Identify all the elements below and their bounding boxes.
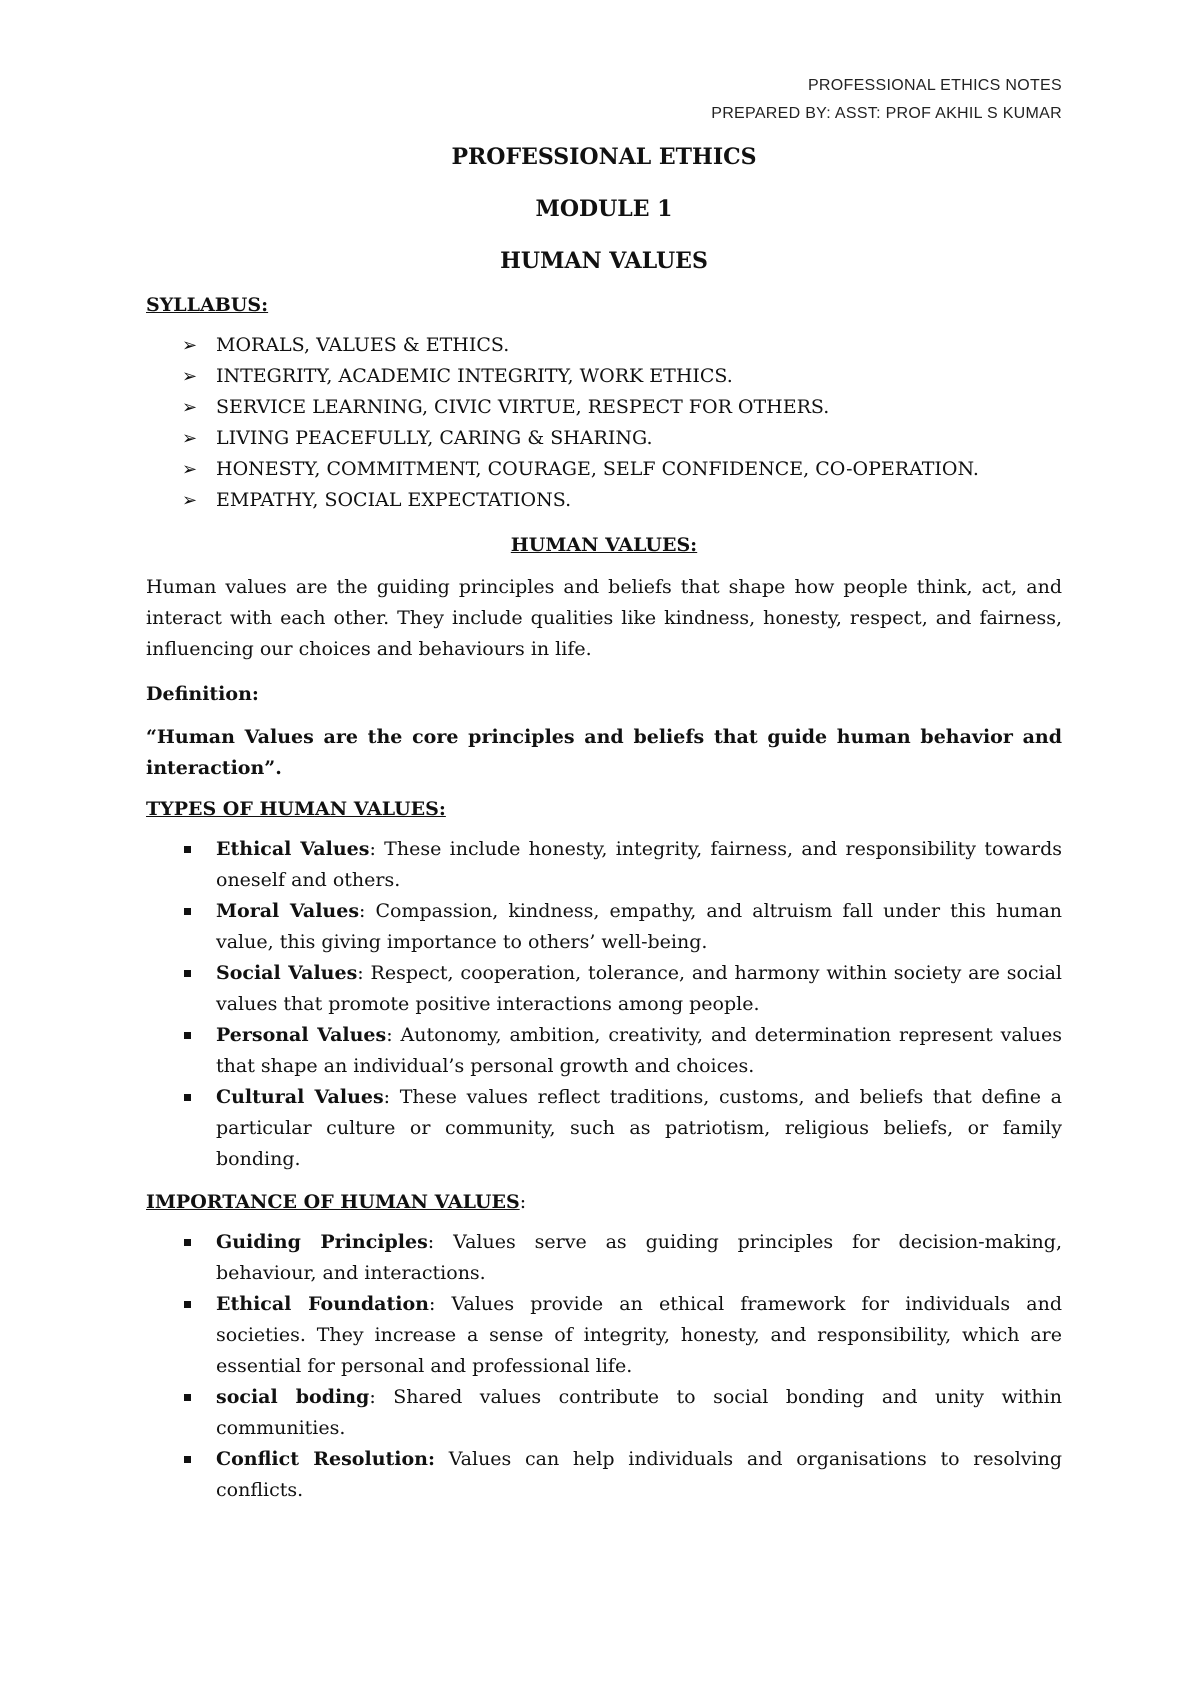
list-item	[182, 1289, 1062, 1382]
title-block	[146, 144, 1062, 274]
importance-heading: IMPORTANCE OF HUMAN VALUES	[146, 1191, 520, 1213]
list-item	[182, 1382, 1062, 1444]
arrow-bullet-icon: ➢	[182, 428, 198, 449]
human-values-heading: HUMAN VALUES:	[510, 534, 698, 556]
list-item-text: : These values reflect traditions, customs, and beliefs that define a particular culture or community, such as patriotism, religious beliefs, or family bonding.	[216, 1086, 1062, 1170]
page-header	[146, 72, 1062, 128]
list-item	[182, 896, 1062, 958]
list-item-text: : Shared values contribute to social bonding and unity within communities.	[216, 1386, 1062, 1439]
syllabus-list	[182, 330, 1062, 516]
list-item-text: : Autonomy, ambition, creativity, and determination represent values that shape an individual’s personal growth and choices.	[216, 1024, 1062, 1077]
list-item-text: Values can help individuals and organisations to resolving conflicts.	[216, 1448, 1063, 1501]
list-item	[182, 361, 1062, 392]
arrow-bullet-icon: ➢	[182, 397, 198, 418]
list-item-text: LIVING PEACEFULLY, CARING & SHARING.	[216, 427, 653, 449]
importance-heading-row	[146, 1189, 1062, 1215]
square-bullet-icon	[184, 1301, 191, 1308]
list-item	[182, 485, 1062, 516]
arrow-bullet-icon: ➢	[182, 335, 198, 356]
square-bullet-icon	[184, 1456, 191, 1463]
importance-heading-colon: :	[519, 1191, 527, 1213]
syllabus-heading: SYLLABUS:	[146, 294, 269, 316]
square-bullet-icon	[184, 846, 191, 853]
syllabus-section	[146, 292, 1062, 516]
list-item-text: : Compassion, kindness, empathy, and altruism fall under this human value, this giving importance to others’ well-being.	[216, 900, 1063, 953]
types-list	[182, 834, 1062, 1175]
list-item-term: Ethical Foundation	[216, 1293, 429, 1315]
human-values-paragraph: Human values are the guiding principles and beliefs that shape how people think, act, and interact with each other. They include qualities like kindness, honesty, respect, and fairness, influencing our choices and behaviours in life.	[146, 576, 1062, 660]
list-item	[182, 330, 1062, 361]
arrow-bullet-icon: ➢	[182, 490, 198, 511]
list-item-text: HONESTY, COMMITMENT, COURAGE, SELF CONFIDENCE, CO-OPERATION.	[216, 458, 979, 480]
list-item	[182, 834, 1062, 896]
list-item-text: : These include honesty, integrity, fairness, and responsibility towards oneself and others.	[216, 838, 1062, 891]
arrow-bullet-icon: ➢	[182, 459, 198, 480]
list-item-term: Cultural Values	[216, 1086, 384, 1108]
human-values-section	[146, 532, 1062, 784]
list-item-term: Conflict Resolution:	[216, 1448, 436, 1470]
arrow-bullet-icon: ➢	[182, 366, 198, 387]
list-item	[182, 1444, 1062, 1506]
module-title: MODULE 1	[535, 196, 673, 222]
list-item	[182, 454, 1062, 485]
square-bullet-icon	[184, 1394, 191, 1401]
header-prepared-by: PREPARED BY: ASST: PROF AKHIL S KUMAR	[711, 105, 1062, 122]
importance-list	[182, 1227, 1062, 1506]
square-bullet-icon	[184, 1032, 191, 1039]
topic-title: HUMAN VALUES	[500, 248, 708, 274]
square-bullet-icon	[184, 908, 191, 915]
main-title: PROFESSIONAL ETHICS	[451, 144, 757, 170]
types-section	[146, 796, 1062, 1175]
types-heading: TYPES OF HUMAN VALUES:	[146, 798, 446, 820]
list-item	[182, 1020, 1062, 1082]
square-bullet-icon	[184, 1239, 191, 1246]
definition-text: “Human Values are the core principles and beliefs that guide human behavior and interaction”.	[146, 726, 1062, 779]
definition-label: Definition:	[146, 683, 259, 705]
list-item-text: SERVICE LEARNING, CIVIC VIRTUE, RESPECT FOR OTHERS.	[216, 396, 830, 418]
square-bullet-icon	[184, 1094, 191, 1101]
list-item-term: Moral Values	[216, 900, 360, 922]
list-item-text: : Values provide an ethical framework for individuals and societies. They increase a sense of integrity, honesty, and responsibility, which are essential for personal and professional life.	[216, 1293, 1062, 1377]
list-item	[182, 392, 1062, 423]
list-item-term: Guiding Principles	[216, 1231, 428, 1253]
list-item-term: social boding	[216, 1386, 370, 1408]
list-item-text: INTEGRITY, ACADEMIC INTEGRITY, WORK ETHICS.	[216, 365, 733, 387]
list-item-text: : Values serve as guiding principles for decision-making, behaviour, and interactions.	[216, 1231, 1062, 1284]
list-item-text: : Respect, cooperation, tolerance, and harmony within society are social values that promote positive interactions among people.	[216, 962, 1063, 1015]
list-item-term: Personal Values	[216, 1024, 387, 1046]
list-item-text: EMPATHY, SOCIAL EXPECTATIONS.	[216, 489, 572, 511]
importance-section	[146, 1189, 1062, 1506]
list-item-term: Ethical Values	[216, 838, 370, 860]
header-notes-title: PROFESSIONAL ETHICS NOTES	[807, 77, 1062, 94]
square-bullet-icon	[184, 970, 191, 977]
list-item-term: Social Values	[216, 962, 358, 984]
list-item	[182, 423, 1062, 454]
list-item	[182, 1227, 1062, 1289]
list-item	[182, 958, 1062, 1020]
list-item-text: MORALS, VALUES & ETHICS.	[216, 334, 510, 356]
list-item	[182, 1082, 1062, 1175]
